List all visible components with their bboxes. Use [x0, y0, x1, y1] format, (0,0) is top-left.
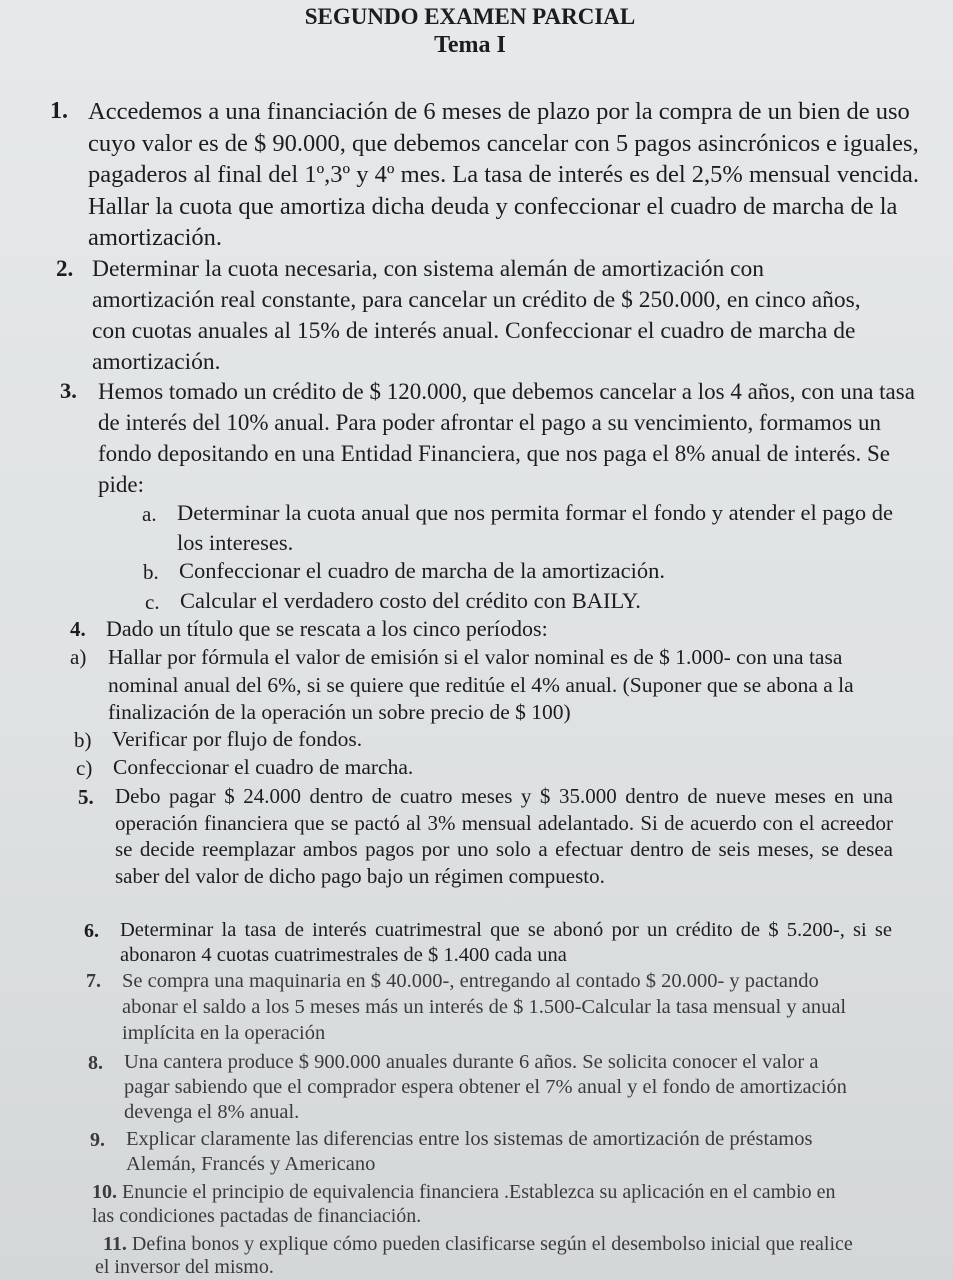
question-number: 4. [70, 617, 86, 641]
question-item [92, 1180, 862, 1228]
question-number: 6. [84, 920, 99, 942]
item-text: Hallar por fórmula el valor de emisión si el valor nominal es de $ 1.000- con una tasa nominal anual del 6%, si se quiere que reditúe el 4% anual. (Suponer que se abona a la finalización de la operación un sobre precio de $ 100) [108, 645, 854, 724]
question-number: 10. [92, 1181, 117, 1203]
question-number: 2. [56, 256, 74, 281]
item-text: Calcular el verdadero costo del crédito con BAILY. [180, 588, 641, 613]
question-number: 1. [50, 98, 68, 124]
item-letter: a) [70, 645, 87, 669]
question-number: 5. [78, 785, 94, 809]
exam-title: SEGUNDO EXAMEN PARCIAL [304, 4, 636, 29]
question-number: 9. [90, 1129, 105, 1151]
question-text: Se compra una maquinaria en $ 40.000-, entregando al contado $ 20.000- y pactando abonar el saldo a los 5 meses más un interés de $ 1.500-Calcular la tasa mensual y anual implícita en la operación [122, 970, 847, 1044]
item-text: Determinar la cuota anual que nos permita formar el fondo y atender el pago de los intereses. [177, 500, 893, 555]
question-number: 8. [88, 1052, 103, 1074]
exam-subtitle: Tema I [434, 32, 506, 58]
question-text: Hemos tomado un crédito de $ 120.000, que debemos cancelar a los 4 años, con una tasa de interés del 10% anual. Para poder afrontar el pago a su vencimiento, formamos un fondo depositando en una Entidad Financiera, que nos paga el 8% anual de interés. Se pide: [98, 379, 915, 497]
item-letter: b. [143, 560, 159, 584]
question-text: Enuncie el principio de equivalencia financiera .Establezca su aplicación en el cambio en las condiciones pactadas de financiación. [92, 1181, 836, 1227]
item-letter: c. [145, 590, 160, 614]
item-text: Confeccionar el cuadro de marcha. [113, 755, 414, 779]
question-text: Defina bonos y explique cómo pueden clasificarse según el desembolso inicial que realice el inversor del mismo. [95, 1233, 853, 1278]
question-text: Determinar la cuota necesaria, con sistema alemán de amortización con amortización real constante, para cancelar un crédito de $ 250.000, en cinco años, con cuotas anuales al 15% de interés anual. Confeccionar el cuadro de marcha de amortización. [92, 256, 861, 375]
question-text: Una cantera produce $ 900.000 anuales durante 6 años. Se solicita conocer el valor a pagar sabiendo que el comprador espera obtener el 7% anual y el fondo de amortización devenga el 8% anual. [124, 1051, 847, 1123]
question-text: Explicar claramente las diferencias entre los sistemas de amortización de préstamos Alemán, Francés y Americano [126, 1128, 813, 1175]
question-number: 3. [60, 378, 77, 403]
item-text: Confeccionar el cuadro de marcha de la amortización. [179, 558, 666, 583]
question-text: Accedemos a una financiación de 6 meses de plazo por la compra de un bien de uso cuyo valor es de $ 90.000, que debemos cancelar con 5 pagos asincrónicos e iguales, pagaderos al final del 1º,3º y 4º mes. La tasa de interés es del 2,5% mensual vencida. Hallar la cuota que amortiza dicha deuda y confeccionar el cuadro de marcha de la amortización. [88, 98, 920, 251]
item-letter: a. [142, 502, 157, 526]
question-text: Determinar la tasa de interés cuatrimestral que se abonó por un crédito de $ 5.200-, si se abonaron 4 cuotas cuatrimestrales de $ 1.400 cada una [120, 919, 892, 966]
item-letter: c) [76, 756, 93, 780]
question-text: Debo pagar $ 24.000 dentro de cuatro meses y $ 35.000 dentro de nueve meses en una operación financiera que se pactó al 3% mensual adelantado. Si de acuerdo con el acreedor se decide reemplazar ambos pagos por uno solo a efectuar dentro de seis meses, se desea saber del valor de dicho pago bajo un régimen compuesto. [115, 784, 893, 888]
question-text: Dado un título que se rescata a los cinco períodos: [106, 616, 548, 641]
item-letter: b) [74, 728, 92, 752]
question-item [95, 1233, 865, 1279]
question-number: 11. [103, 1233, 127, 1255]
item-text: Verificar por flujo de fondos. [112, 727, 363, 751]
question-number: 7. [86, 970, 101, 992]
